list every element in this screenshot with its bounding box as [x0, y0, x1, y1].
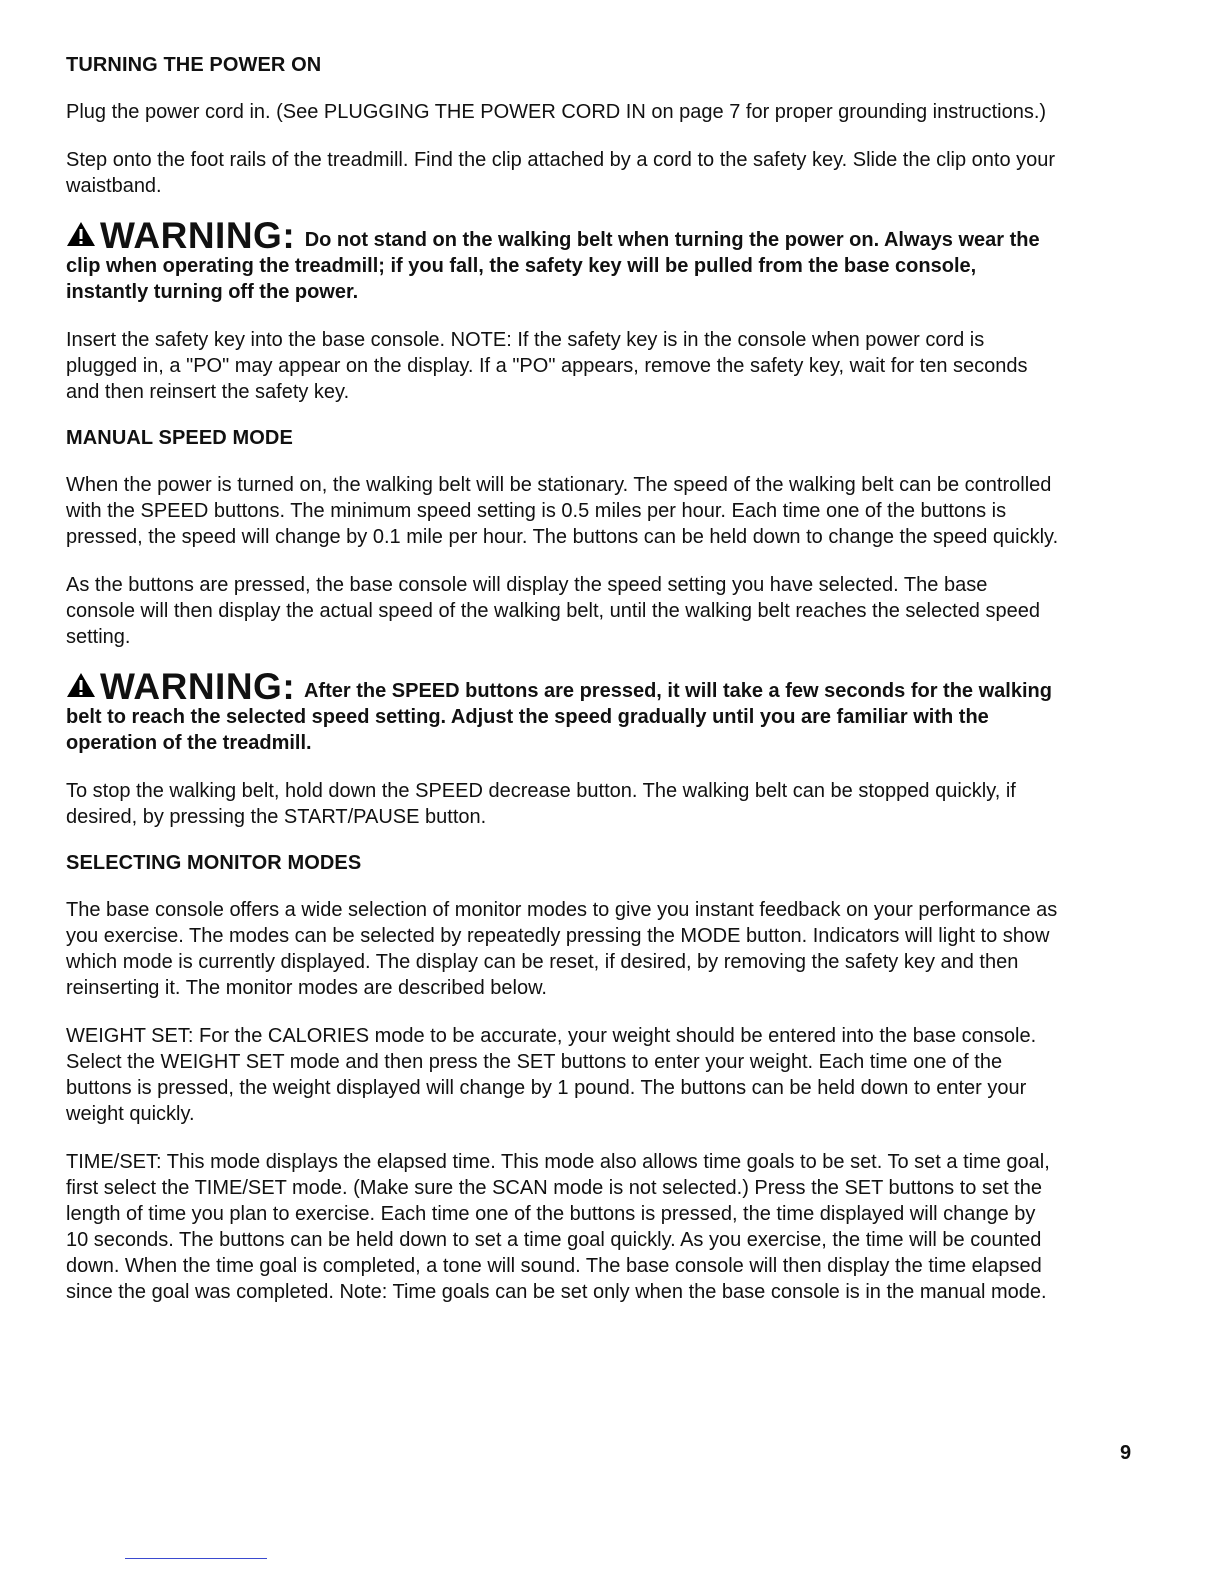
manual-speed-para-3: To stop the walking belt, hold down the SPEED decrease button. The walking belt can be stopped quickly, if desired, by pressing the START/PAUSE button.	[66, 780, 1016, 828]
warning-label: WARNING:	[100, 215, 296, 256]
heading-monitor-modes: SELECTING MONITOR MODES	[66, 852, 362, 874]
monitor-modes-para-1: The base console offers a wide selection of monitor modes to give you instant feedback on your performance as you exercise. The modes can be selected by repeatedly pressing the MODE button. Indicators will light to show which mode is currently displayed. The display can be reset, if desired, by removing the safety key and then reinserting it. The monitor modes are described below.	[66, 899, 1058, 999]
manual-speed-para-2: As the buttons are pressed, the base console will display the speed setting you have selected. The base console will then display the actual speed of the walking belt, until the walking belt reaches the selected speed setting.	[66, 574, 1040, 648]
heading-manual-speed: MANUAL SPEED MODE	[66, 427, 293, 449]
warning-speed	[66, 666, 1060, 756]
warning-triangle-icon	[66, 221, 96, 247]
power-on-para-3: Insert the safety key into the base console. NOTE: If the safety key is in the console when power cord is plugged in, a "PO" may appear on the display. If a "PO" appears, remove the safety key, wait for ten seconds and then reinsert the safety key.	[66, 329, 1028, 403]
heading-power-on: TURNING THE POWER ON	[66, 54, 322, 76]
warning-power-on	[66, 215, 1060, 305]
warning-text: After the SPEED buttons are pressed, it will take a few seconds for the walking belt to reach the selected speed setting. Adjust the speed gradually until you are familiar with the operation of the treadmill.	[66, 680, 1052, 754]
warning-triangle-icon	[66, 672, 96, 698]
page-number: 9	[1120, 1442, 1132, 1464]
manual-page	[66, 54, 1060, 1327]
footer-rule	[125, 1558, 267, 1559]
warning-text: Do not stand on the walking belt when turning the power on. Always wear the clip when operating the treadmill; if you fall, the safety key will be pulled from the base console, instantly turning off the power.	[66, 229, 1040, 303]
power-on-para-1: Plug the power cord in. (See PLUGGING THE POWER CORD IN on page 7 for proper grounding instructions.)	[66, 101, 1047, 123]
time-set-para: TIME/SET: This mode displays the elapsed time. This mode also allows time goals to be set. To set a time goal, first select the TIME/SET mode. (Make sure the SCAN mode is not selected.) Press the SET buttons to set the length of time you plan to exercise. Each time one of the buttons is pressed, the time displayed will change by 10 seconds. The buttons can be held down to set a time goal quickly. As you exercise, the time will be counted down. When the time goal is completed, a tone will sound. The base console will then display the time elapsed since the goal was completed. Note: Time goals can be set only when the base console is in the manual mode.	[66, 1151, 1050, 1303]
power-on-para-2: Step onto the foot rails of the treadmill. Find the clip attached by a cord to the safety key. Slide the clip onto your waistband.	[66, 149, 1056, 197]
weight-set-para: WEIGHT SET: For the CALORIES mode to be accurate, your weight should be entered into the base console. Select the WEIGHT SET mode and then press the SET buttons to enter your weight. Each time one of the buttons is pressed, the weight displayed will change by 1 pound. The buttons can be held down to enter your weight quickly.	[66, 1025, 1037, 1125]
manual-speed-para-1: When the power is turned on, the walking belt will be stationary. The speed of the walking belt can be controlled with the SPEED buttons. The minimum speed setting is 0.5 miles per hour. Each time one of the buttons is pressed, the speed will change by 0.1 mile per hour. The buttons can be held down to change the speed quickly.	[66, 474, 1059, 548]
warning-label: WARNING:	[100, 666, 296, 707]
